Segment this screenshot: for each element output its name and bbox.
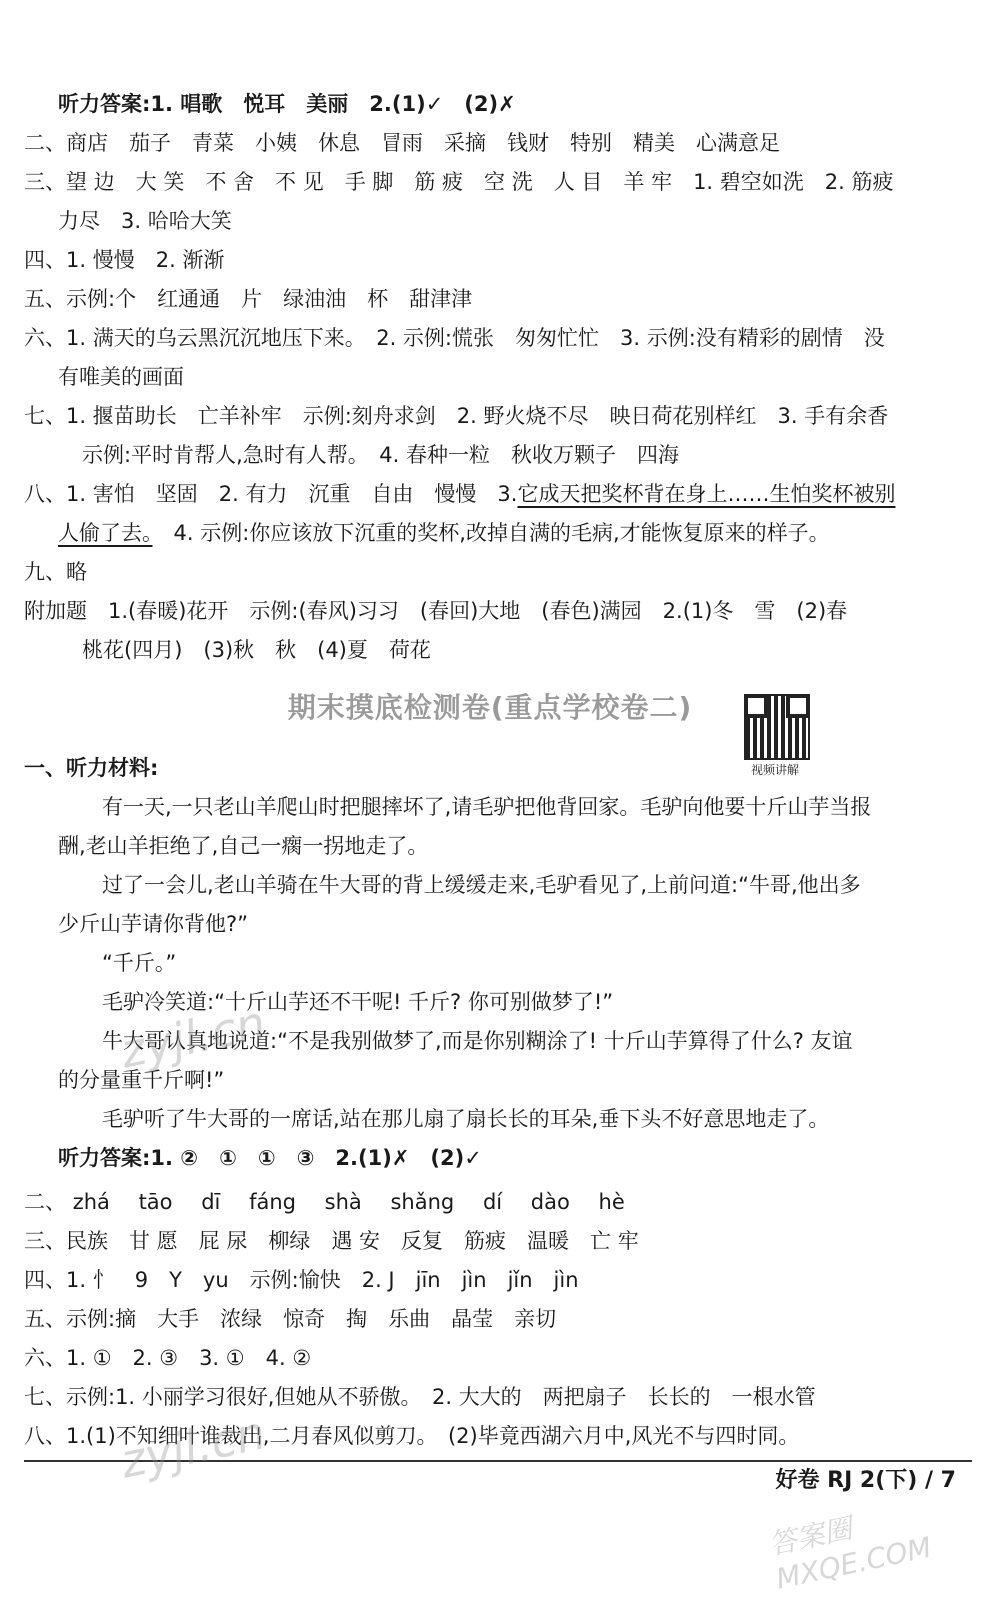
qr-label: 视频讲解 (750, 763, 799, 777)
answer-line-5b (24, 1301, 972, 1337)
text: 七、示例:1. 小丽学习很好,但她从不骄傲。 2. 大大的 两把扇子 长长的 一根水管 (24, 1385, 816, 1409)
text: 酬,老山羊拒绝了,自己一瘸一拐地走了。 (58, 834, 429, 858)
text: 附加题 1.(春暖)花开 示例:(春风)习习 (春回)大地 (春色)满园 2.(1)冬 雪 (2)春 (24, 599, 848, 623)
text: 有唯美的画面 (58, 365, 184, 389)
text: 过了一会儿,老山羊骑在牛大哥的背上缓缓走来,毛驴看见了,上前问道:“牛哥,他出多 (102, 873, 861, 897)
answer-line-5 (24, 281, 972, 317)
answer-line-8-cont (58, 515, 972, 551)
text: 四、1. 慢慢 2. 渐渐 (24, 248, 225, 272)
story-paragraph-5-cont (58, 1062, 972, 1098)
text: 的分量重千斤啊!” (58, 1068, 225, 1092)
text: 九、略 (24, 560, 87, 584)
answer-line-4b (24, 1262, 972, 1298)
answer-line-9 (24, 554, 972, 590)
answer-line-3-cont (58, 203, 972, 239)
text: 4. 示例:你应该放下沉重的奖杯,改掉自满的毛病,才能恢复原来的样子。 (152, 521, 830, 545)
story-paragraph-3 (102, 945, 972, 981)
text: 牛大哥认真地说道:“不是我别做梦了,而是你别糊涂了! 十斤山芋算得了什么? 友谊 (102, 1029, 853, 1053)
exam-heading: 期末摸底检测卷(重点学校卷二) (287, 691, 693, 724)
text: 有一天,一只老山羊爬山时把腿摔坏了,请毛驴把他背回家。毛驴向他要十斤山芋当报 (102, 795, 872, 819)
listening-answer-line-2 (58, 1140, 972, 1176)
answer-line-7b (24, 1379, 972, 1415)
pinyin-item: shà (324, 1190, 362, 1214)
answer-line-7 (24, 398, 972, 434)
text: 七、1. 揠苗助长 亡羊补牢 示例:刻舟求剑 2. 野火烧不尽 映日荷花别样红 3. 手有余香 (24, 404, 889, 428)
answer-line-6b (24, 1340, 972, 1376)
text: “千斤。” (102, 951, 177, 975)
answer-line-8 (24, 476, 972, 512)
text: 八、1.(1)不知细叶谁裁出,二月春风似剪刀。 (2)毕竟西湖六月中,风光不与四时同。 (24, 1424, 800, 1448)
pinyin-item: dí (482, 1190, 503, 1214)
pinyin-item: zhá (72, 1190, 110, 1214)
answer-line-4 (24, 242, 972, 278)
text: 示例:平时肯帮人,急时有人帮。 4. 春种一粒 秋收万颗子 四海 (82, 443, 679, 467)
text: 六、1. ① 2. ③ 3. ① 4. ② (24, 1346, 312, 1370)
watermark: zyjl.cn (115, 1405, 271, 1489)
page-footer: 好卷 RJ 2(下) / 7 (775, 1468, 956, 1493)
text: 桃花(四月) (3)秋 秋 (4)夏 荷花 (82, 638, 431, 662)
text: 毛驴冷笑道:“十斤山芋还不干呢! 千斤? 你可别做梦了!” (102, 990, 614, 1014)
watermark: 答案圈 MXQE.COM (765, 1511, 935, 1596)
text: 五、示例:个 红通通 片 绿油油 杯 甜津津 (24, 287, 473, 311)
story-paragraph-1 (102, 789, 972, 825)
pinyin-item: dī (201, 1190, 221, 1214)
text: 二、 (24, 1190, 66, 1214)
answer-line-7-cont (82, 437, 972, 473)
answer-line-3b (24, 1223, 972, 1259)
text: 力尽 3. 哈哈大笑 (58, 209, 232, 233)
text: 毛驴听了牛大哥的一席话,站在那儿扇了扇长长的耳朵,垂下头不好意思地走了。 (102, 1107, 830, 1131)
pinyin-item: shǎng (390, 1190, 455, 1214)
text: 三、望 边 大 笑 不 舍 不 见 手 脚 筋 疲 空 洗 人 目 羊 牢 1. 碧空如洗 2. 筋疲 (24, 170, 894, 194)
text: 少斤山芋请你背他?” (58, 912, 249, 936)
text: 听力答案:1. 唱歌 悦耳 美丽 2.(1)✓ (2)✗ (58, 92, 516, 116)
text: 三、民族 甘 愿 屁 尿 柳绿 遇 安 反复 筋疲 温暖 亡 牢 (24, 1229, 639, 1253)
pinyin-answer-row (24, 1184, 647, 1220)
watermark: zyjl.cn (115, 995, 271, 1079)
story-paragraph-2-cont (58, 906, 972, 942)
text: 四、1. 忄 9 Y yu 示例:愉快 2. J jīn jìn jǐn jìn (24, 1268, 579, 1292)
story-paragraph-6 (102, 1101, 972, 1137)
listening-material-title (24, 750, 972, 786)
text: 六、1. 满天的乌云黑沉沉地压下来。 2. 示例:慌张 匆匆忙忙 3. 示例:没有精彩的剧情 没 (24, 326, 885, 350)
text: 五、示例:摘 大手 浓绿 惊奇 掏 乐曲 晶莹 亲切 (24, 1307, 557, 1331)
answer-line-3 (24, 164, 972, 200)
text: 一、听力材料: (24, 756, 159, 780)
answer-line-2 (24, 125, 972, 161)
pinyin-item: fáng (249, 1190, 296, 1214)
text: 二、商店 茄子 青菜 小姨 休息 冒雨 采摘 钱财 特别 精美 心满意足 (24, 131, 780, 155)
text: 八、1. 害怕 坚固 2. 有力 沉重 自由 慢慢 3. (24, 482, 518, 506)
underlined-answer: 人偷了去。 (58, 521, 153, 545)
answer-line-6 (24, 320, 972, 356)
pinyin-item: dào (530, 1190, 570, 1214)
answer-line-6-cont (58, 359, 972, 395)
pinyin-item: tāo (138, 1190, 173, 1214)
listening-answer-line (58, 86, 972, 122)
underlined-answer: 它成天把奖杯背在身上……生怕奖杯被别 (517, 482, 896, 506)
text: 听力答案:1. ② ① ① ③ 2.(1)✗ (2)✓ (58, 1146, 482, 1170)
bonus-line-cont (82, 632, 972, 668)
pinyin-item: hè (598, 1190, 625, 1214)
story-paragraph-2 (102, 867, 972, 903)
bonus-line (24, 593, 972, 629)
story-paragraph-1-cont (58, 828, 972, 864)
